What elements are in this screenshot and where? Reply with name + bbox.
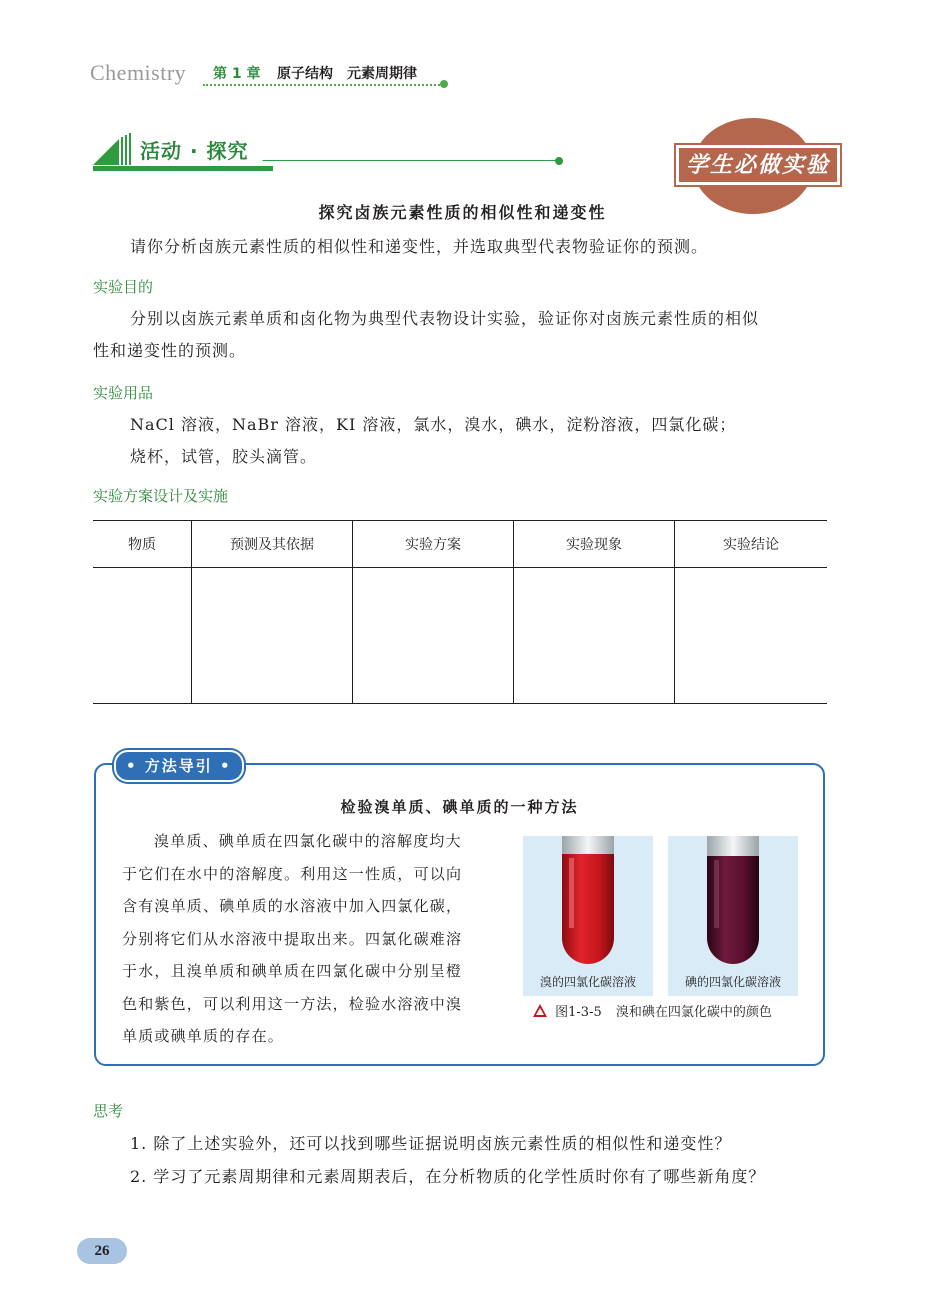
table-header-cell: 实验方案 — [353, 521, 514, 568]
table-header-cell: 实验现象 — [514, 521, 675, 568]
table-header-cell: 实验结论 — [675, 521, 828, 568]
table-cell[interactable] — [192, 568, 353, 704]
table-row — [93, 568, 827, 704]
figure-caption — [533, 1001, 772, 1020]
experiment-table — [93, 520, 827, 704]
activity-underline-join — [253, 160, 277, 172]
required-experiment-stamp: 学生必做实验 — [679, 148, 837, 182]
activity-rule-dot — [555, 157, 563, 165]
bromine-photo-label: 溴的四氯化碳溶液 — [539, 975, 636, 989]
table-header-cell: 预测及其依据 — [192, 521, 353, 568]
method-text — [122, 825, 502, 1053]
activity-title: 探究卤族元素性质的相似性和递变性 — [318, 203, 607, 222]
design-heading: 实验方案设计及实施 — [93, 487, 229, 505]
purpose-line-1: 分别以卤族元素单质和卤化物为典型代表物设计实验，验证你对卤族元素性质的相似 — [130, 309, 760, 328]
chapter-title: 原子结构 元素周期律 — [277, 66, 417, 82]
header-divider — [203, 84, 443, 86]
table-cell[interactable] — [93, 568, 192, 704]
purpose-heading: 实验目的 — [93, 278, 154, 296]
method-line: 于水，且溴单质和碘单质在四氯化碳中分别呈橙 — [122, 962, 463, 980]
table-cell[interactable] — [353, 568, 514, 704]
subject-label: Chemistry — [90, 60, 187, 85]
iodine-photo-label: 碘的四氯化碳溶液 — [684, 975, 781, 989]
table-header-row — [93, 521, 827, 568]
bromine-photo — [523, 836, 653, 996]
materials-line-2: 烧杯，试管，胶头滴管。 — [130, 447, 318, 466]
activity-intro: 请你分析卤族元素性质的相似性和递变性，并选取典型代表物验证你的预测。 — [130, 237, 709, 256]
purpose-line-2: 性和递变性的预测。 — [93, 341, 247, 360]
activity-underline — [93, 166, 273, 171]
triangle-icon — [533, 1004, 547, 1017]
activity-label: 活动 · 探究 — [140, 139, 249, 163]
method-title: 检验溴单质、碘单质的一种方法 — [340, 798, 579, 816]
table-cell[interactable] — [675, 568, 828, 704]
figure-number: 图1-3-5 — [555, 1005, 602, 1020]
materials-heading: 实验用品 — [93, 384, 154, 402]
table-cell[interactable] — [514, 568, 675, 704]
question-2: 2. 学习了元素周期律和元素周期表后，在分析物质的化学性质时你有了哪些新角度？ — [130, 1167, 766, 1186]
materials-line-1: NaCl 溶液，NaBr 溶液，KI 溶液，氯水，溴水，碘水，淀粉溶液，四氯化碳； — [130, 415, 737, 434]
activity-rule — [273, 160, 558, 161]
method-guide-tag: • 方法导引 • — [114, 750, 244, 782]
iodine-test-tube-icon — [668, 836, 798, 972]
activity-stripes-icon — [93, 133, 133, 165]
question-1: 1. 除了上述实验外，还可以找到哪些证据说明卤族元素性质的相似性和递变性？ — [130, 1134, 732, 1153]
method-line: 溴单质、碘单质在四氯化碳中的溶解度均大 — [154, 832, 462, 850]
header-divider-dot — [440, 80, 448, 88]
chapter-number: 第 1 章 — [213, 66, 261, 82]
figure-caption-text: 溴和碘在四氯化碳中的颜色 — [615, 1005, 772, 1020]
table-header-cell: 物质 — [93, 521, 192, 568]
method-line: 含有溴单质、碘单质的水溶液中加入四氯化碳， — [122, 897, 463, 915]
method-line: 单质或碘单质的存在。 — [122, 1027, 285, 1045]
method-line: 于它们在水中的溶解度。利用这一性质，可以向 — [122, 864, 463, 883]
method-line: 分别将它们从水溶液中提取出来。四氯化碳难溶 — [122, 929, 463, 948]
think-heading: 思考 — [93, 1102, 124, 1120]
iodine-photo — [668, 836, 798, 996]
method-line: 色和紫色，可以利用这一方法，检验水溶液中溴 — [122, 994, 463, 1013]
bromine-test-tube-icon — [523, 836, 653, 972]
page-number: 26 — [77, 1238, 127, 1264]
